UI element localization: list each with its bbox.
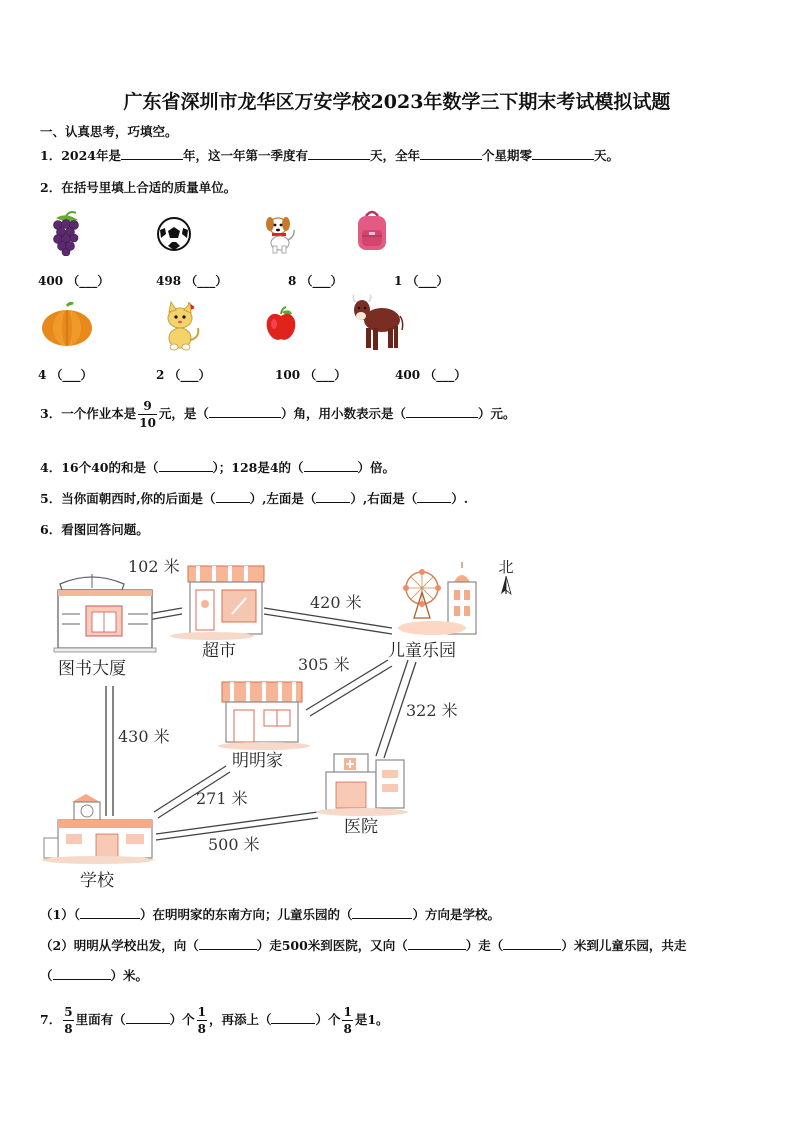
question-7: 7． $\frac{5}{8}$ 里面有（ ）个 $\frac{1}{8}$ ，再添上（ ）个 $\frac{1}{8}$ 是1。 (40, 1005, 389, 1036)
mass-item: 4 （___） (38, 368, 93, 382)
puppy-icon (262, 212, 298, 254)
question-6: 6．看图回答问题。 (40, 522, 149, 537)
distance-label: 430 米 (118, 727, 170, 746)
park-label: 儿童乐园 (388, 641, 456, 661)
page-title: 广东省深圳市龙华区万安学校2023年数学三下期末考试模拟试题 (123, 91, 671, 113)
blank[interactable] (406, 405, 478, 418)
blank[interactable] (216, 490, 250, 503)
distance-label: 500 米 (208, 835, 260, 854)
apple-icon (264, 306, 298, 342)
cow-icon (350, 294, 404, 354)
question-6-1: （1）（ ）在明明家的东南方向；儿童乐园的（ ）方向是学校。 (40, 907, 500, 922)
mass-item: 8 （___） (288, 274, 343, 288)
library-label: 图书大厦 (58, 659, 126, 679)
blank[interactable] (503, 937, 561, 950)
distance-label: 305 米 (298, 655, 350, 674)
blank[interactable] (304, 459, 358, 472)
question-3: 3．一个作业本是 $\frac{9}{10}$ 元，是（ ）角，用小数表示是（ ）元。 (40, 399, 516, 430)
blank[interactable] (352, 906, 412, 919)
question-4: 4．16个40的和是（ ）；128是4的（ ）倍。 (40, 460, 396, 475)
distance-label: 271 米 (196, 789, 248, 808)
hospital-label: 医院 (344, 817, 378, 837)
blank[interactable] (199, 937, 257, 950)
mass-item: 1 （___） (394, 274, 449, 288)
mass-item: 400 （___） (38, 274, 110, 288)
blank[interactable] (209, 405, 281, 418)
fraction: $\frac{9}{10}$ (139, 399, 156, 430)
blank[interactable] (271, 1011, 315, 1024)
blank[interactable] (316, 490, 350, 503)
blank[interactable] (159, 459, 213, 472)
kitten-icon (160, 298, 204, 352)
school-building-icon (42, 794, 154, 864)
blank[interactable] (53, 967, 111, 980)
question-5: 5．当你面朝西时,你的后面是（ ）,左面是（ ）,右面是（ ）. (40, 491, 469, 506)
question-6-2: （2）明明从学校出发，向（ ）走500米到医院，又向（ ）走（ ）米到儿童乐园，共走 (40, 938, 687, 953)
blank[interactable] (420, 147, 482, 160)
school-label: 学校 (80, 871, 114, 891)
blank[interactable] (121, 147, 183, 160)
blank[interactable] (308, 147, 370, 160)
distance-label: 102 米 (128, 557, 180, 576)
hospital-building-icon (316, 754, 408, 816)
blank[interactable] (408, 937, 466, 950)
park-ferris-wheel-icon (398, 562, 476, 635)
backpack-icon (352, 208, 392, 254)
map-diagram (36, 548, 526, 894)
soccer-ball-icon (156, 216, 192, 252)
question-2: 2．在括号里填上合适的质量单位。 (40, 180, 237, 195)
fraction: $\frac{1}{8}$ (197, 1005, 206, 1036)
market-label: 超市 (202, 641, 236, 661)
library-building-icon (54, 574, 156, 652)
blank[interactable] (532, 147, 594, 160)
fraction: $\frac{1}{8}$ (343, 1005, 352, 1036)
blank[interactable] (417, 490, 451, 503)
blank[interactable] (80, 906, 140, 919)
north-arrow-icon (501, 576, 511, 594)
mass-item: 2 （___） (156, 368, 211, 382)
north-label: 北 (498, 558, 514, 576)
fraction: $\frac{5}{8}$ (64, 1005, 73, 1036)
question-6-2-cont: （ ）米。 (40, 968, 149, 983)
distance-label: 322 米 (406, 701, 458, 720)
mass-item: 400 （___） (395, 368, 467, 382)
grapes-icon (48, 210, 84, 256)
supermarket-building-icon (170, 566, 264, 640)
distance-label: 420 米 (310, 593, 362, 612)
home-label: 明明家 (232, 751, 283, 771)
mass-item: 498 （___） (156, 274, 228, 288)
home-building-icon (218, 682, 310, 750)
mass-item: 100 （___） (275, 368, 347, 382)
pumpkin-icon (40, 302, 94, 348)
section-heading: 一、认真思考，巧填空。 (40, 124, 178, 139)
question-1: 1．2024年是 年，这一年第一季度有 天，全年 个星期零 天。 (40, 148, 620, 163)
blank[interactable] (126, 1011, 170, 1024)
